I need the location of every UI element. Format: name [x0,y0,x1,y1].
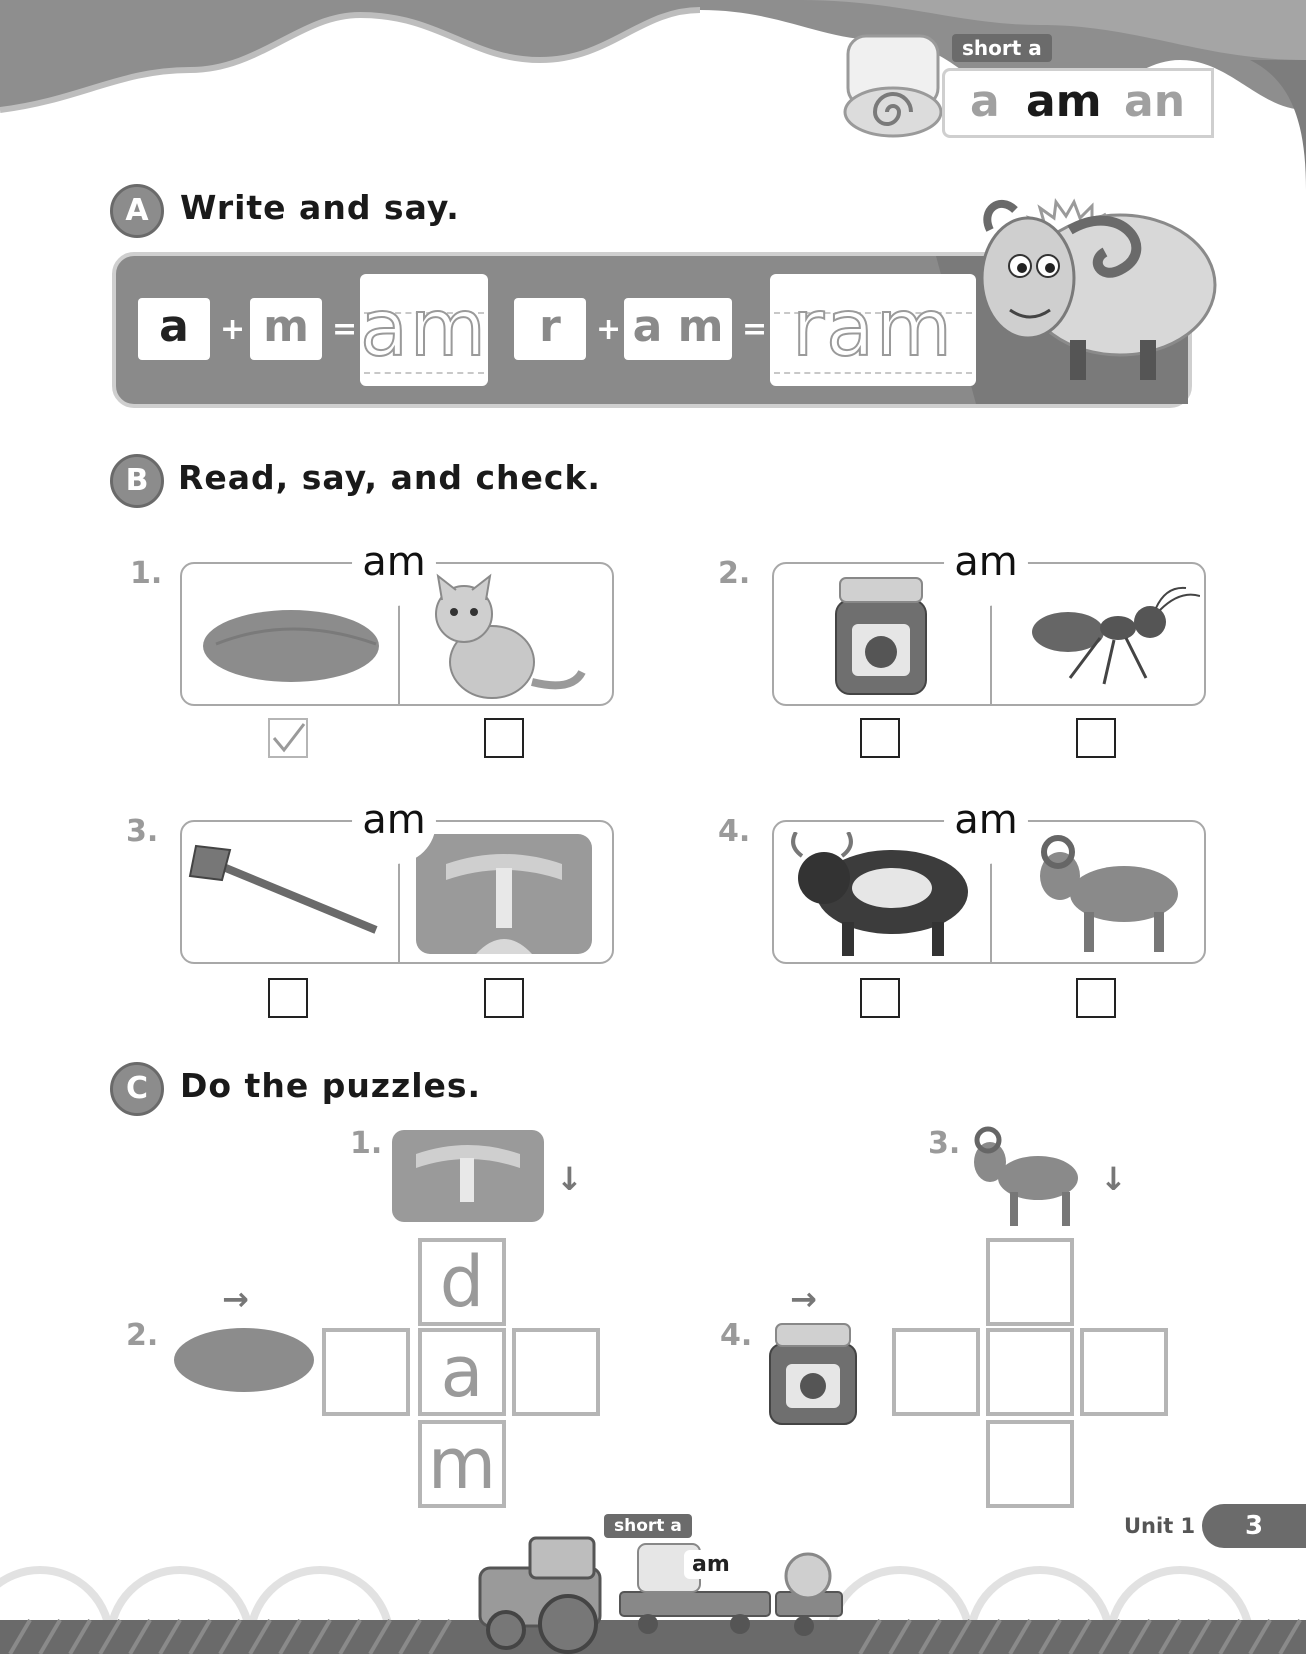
checkbox-3-right[interactable] [484,978,524,1018]
puzzle1-letter-d: d [439,1241,485,1323]
word-bubble-am: am [352,522,436,606]
tile-am: a m [624,298,732,360]
page-number: 3 [1202,1504,1306,1548]
puzzle1-letter-a: a [440,1331,484,1413]
checkbox-3-left[interactable] [268,978,308,1018]
checkbox-4-right[interactable] [1076,978,1116,1018]
scroll-icon [838,28,948,140]
right-arrow-icon: → [790,1280,817,1318]
checkbox-1-right[interactable] [484,718,524,758]
puzzle2-cell[interactable] [986,1420,1074,1508]
dam-picture [416,834,592,954]
equals-sign: = [332,312,358,347]
jam-jar-picture [764,1322,862,1426]
puzzle-clue-2: 2. [126,1318,159,1353]
section-a-title: Write and say. [180,188,460,227]
plus-sign: + [596,312,622,347]
right-arrow-icon: → [222,1280,249,1318]
dam-picture [392,1130,544,1222]
yak-picture [782,832,982,962]
ram-picture [966,1126,1086,1230]
train-word-am: am [684,1550,738,1579]
axe-picture [186,840,392,950]
plus-sign: + [220,312,246,347]
puzzle2-cell[interactable] [1080,1328,1168,1416]
section-c-title: Do the puzzles. [180,1066,482,1105]
answer-box-am[interactable] [360,274,488,386]
puzzle2-cell[interactable] [892,1328,980,1416]
checkbox-1-left[interactable] [268,718,308,758]
puzzle1-cell[interactable] [418,1238,506,1326]
tractor-train-illustration [470,1520,850,1654]
tile-r: r [514,298,586,360]
tab-a: a [970,76,1000,127]
unit-label: Unit 1 [1124,1514,1196,1538]
puzzle1-letter-m: m [427,1423,497,1505]
section-b-badge: B [110,454,164,508]
puzzle1-cell[interactable] [418,1420,506,1508]
ram-mascot-illustration [970,190,1220,390]
word-bubble-am: am [944,522,1028,606]
puzzle-clue-1: 1. [350,1126,383,1161]
puzzle1-cell[interactable] [322,1328,410,1416]
item-number-3: 3. [126,814,159,849]
traced-word-ram: ram [792,284,954,374]
tab-am: am [1026,76,1102,127]
ram-picture [1024,832,1194,962]
puzzle1-cell[interactable] [512,1328,600,1416]
down-arrow-icon: ↓ [1100,1160,1127,1198]
puzzle-clue-3: 3. [928,1126,961,1161]
item-number-2: 2. [718,556,751,591]
puzzle-clue-4: 4. [720,1318,753,1353]
cat-picture [422,572,602,702]
section-a-badge: A [110,184,164,238]
yam-picture [196,584,386,694]
yam-picture [172,1322,316,1398]
puzzle2-cell[interactable] [986,1238,1074,1326]
traced-word-am: am [360,284,488,374]
section-b-title: Read, say, and check. [178,458,601,497]
item-number-1: 1. [130,556,163,591]
answer-box-ram[interactable] [770,274,976,386]
jam-jar-picture [822,574,942,698]
train-short-a-tag: short a [604,1514,692,1538]
word-bubble-am: am [944,780,1028,864]
equals-sign: = [742,312,768,347]
tile-a: a [138,298,210,360]
puzzle1-cell[interactable] [418,1328,506,1416]
section-c-badge: C [110,1062,164,1116]
down-arrow-icon: ↓ [556,1160,583,1198]
ant-picture [1010,584,1200,694]
phonics-tabs [942,68,1214,138]
checkmark-icon [270,720,306,756]
item-number-4: 4. [718,814,751,849]
tab-an: an [1124,76,1186,127]
tile-m: m [250,298,322,360]
word-bubble-am: am [352,780,436,864]
puzzle2-cell[interactable] [986,1328,1074,1416]
checkbox-2-left[interactable] [860,718,900,758]
short-a-tag: short a [952,34,1052,62]
checkbox-2-right[interactable] [1076,718,1116,758]
checkbox-4-left[interactable] [860,978,900,1018]
